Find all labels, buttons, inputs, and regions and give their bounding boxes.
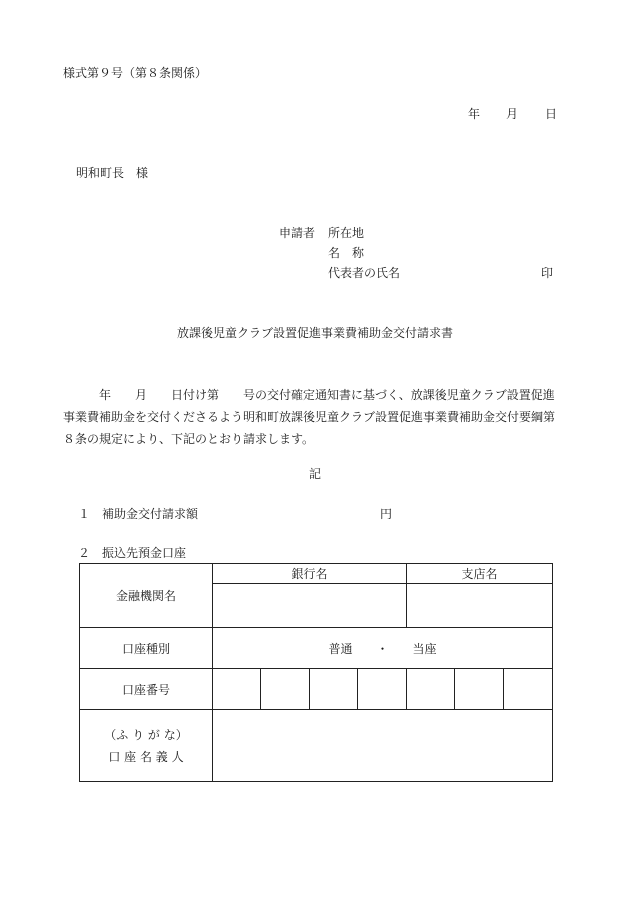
item2-label: ２ 振込先預金口座	[78, 546, 187, 560]
ki-heading: 記	[308, 467, 321, 481]
account-number-digit[interactable]	[407, 669, 455, 710]
account-number-digit[interactable]	[310, 669, 358, 710]
item1-label: １ 補助金交付請求額	[78, 507, 199, 521]
addressee: 明和町長 様	[76, 166, 149, 180]
applicant-label: 申請者	[279, 226, 316, 240]
date-year: 年	[468, 107, 481, 121]
date-day: 日	[545, 107, 558, 121]
account-holder-label: 口 座 名 義 人	[108, 749, 184, 764]
account-type-label: 口座種別	[80, 628, 213, 669]
account-number-digit[interactable]	[261, 669, 310, 710]
bank-name-field[interactable]	[213, 584, 407, 628]
form-number: 様式第９号（第８条関係）	[63, 66, 208, 80]
account-number-digit[interactable]	[455, 669, 504, 710]
date-line	[468, 106, 557, 122]
furigana-label: （ふ り が な）	[104, 727, 188, 742]
account-number-digit[interactable]	[213, 669, 261, 710]
account-number-label: 口座番号	[80, 669, 213, 710]
applicant-name-label: 名 称	[328, 246, 365, 260]
bank-account-table	[79, 563, 553, 782]
institution-label: 金融機関名	[115, 589, 176, 603]
seal-mark: 印	[541, 266, 554, 280]
branch-name-field[interactable]	[407, 584, 553, 628]
account-holder-field[interactable]	[213, 710, 553, 782]
applicant-representative-label: 代表者の氏名	[328, 266, 401, 280]
document-title: 放課後児童クラブ設置促進事業費補助金交付請求書	[176, 326, 453, 340]
date-month: 月	[506, 107, 519, 121]
account-type-options[interactable]: 普通 ・ 当座	[213, 628, 553, 669]
institution-label-cell	[80, 564, 213, 628]
account-number-digit[interactable]	[504, 669, 553, 710]
account-number-digit[interactable]	[358, 669, 407, 710]
account-holder-label-cell	[80, 710, 213, 782]
request-body-text: 年 月 日付け第 号の交付確定通知書に基づく、放課後児童クラブ設置促進事業費補助金を交付くださるよう明和町放課後児童クラブ設置促進事業費補助金交付要綱第８条の規定により、下記のとおり請求します。	[63, 388, 556, 446]
branch-name-header: 支店名	[407, 564, 553, 584]
applicant-address-label: 所在地	[328, 226, 365, 240]
bank-name-header: 銀行名	[213, 564, 407, 584]
item1-yen-unit: 円	[380, 507, 393, 521]
